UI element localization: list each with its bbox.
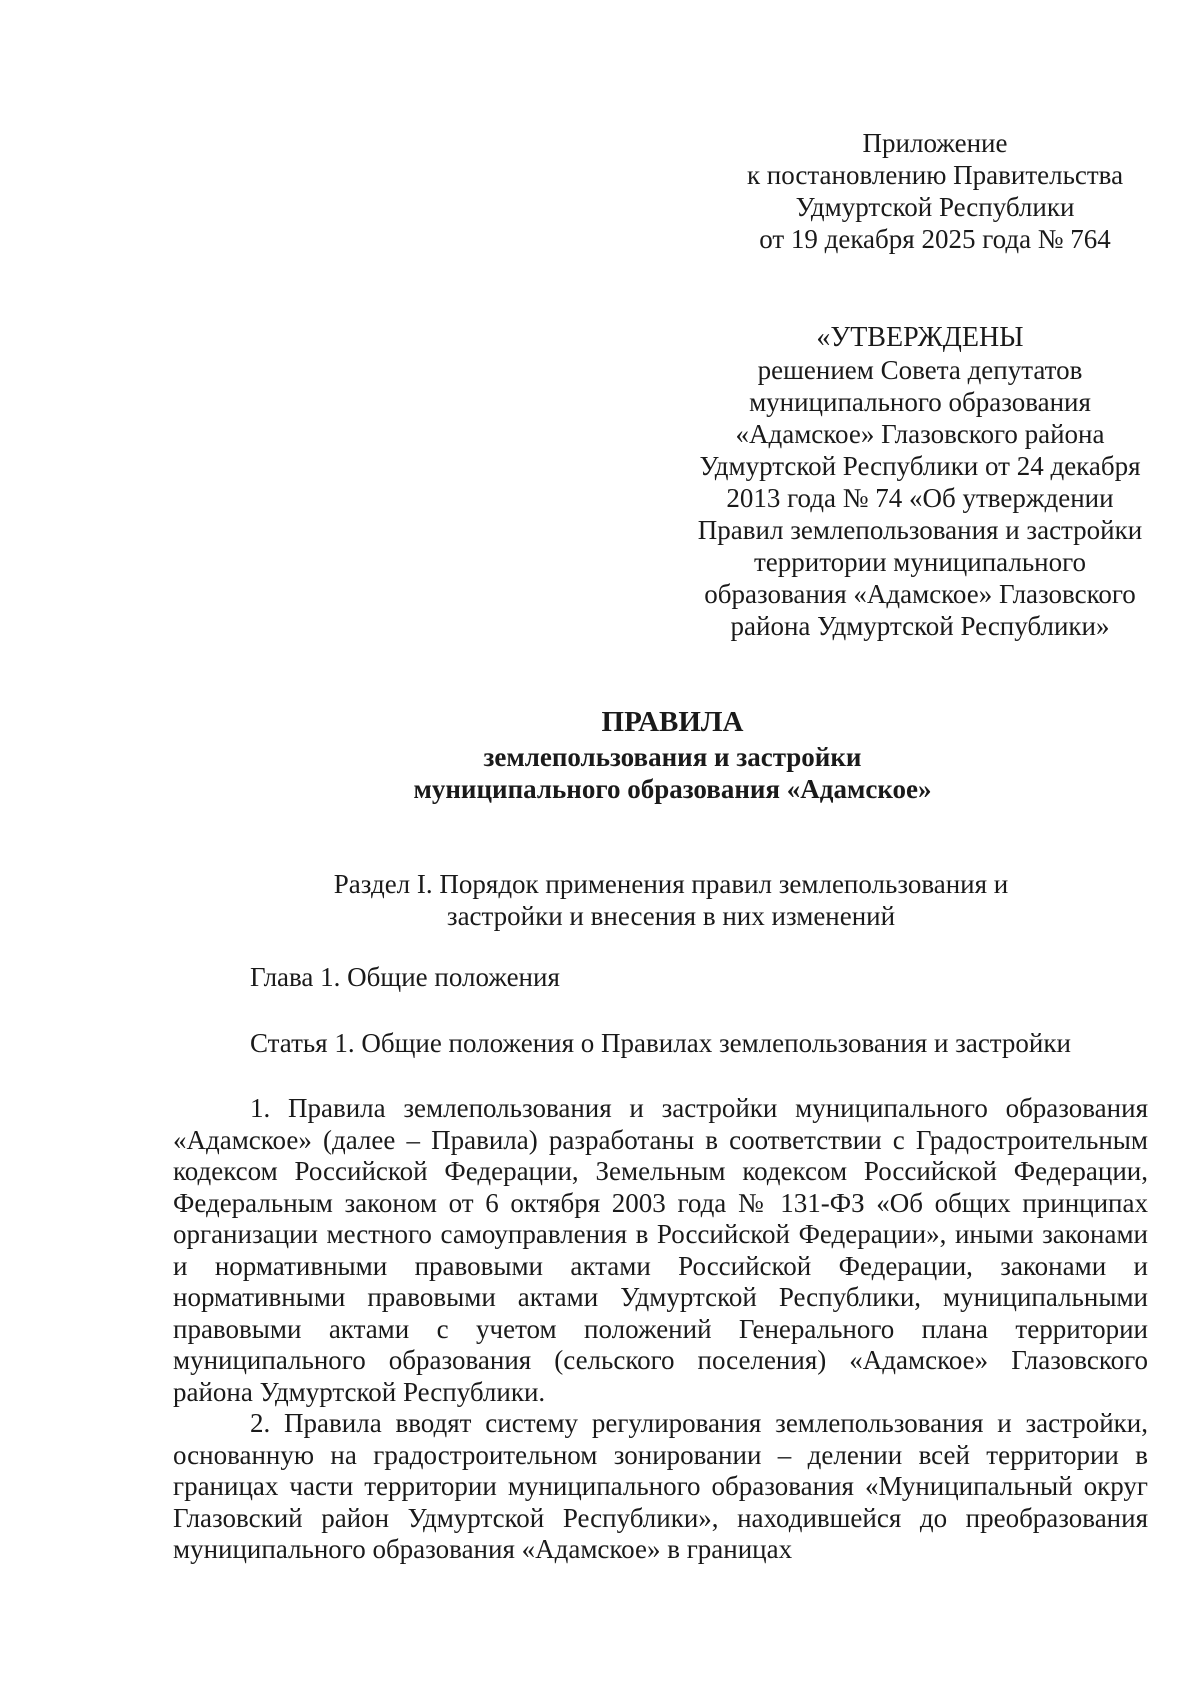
chapter-heading: Глава 1. Общие положения <box>250 962 560 992</box>
approval-heading: «УТВЕРЖДЕНЫ <box>816 322 1024 353</box>
title-subline: землепользования и застройки <box>483 742 862 772</box>
appendix-line: Удмуртской Республики <box>795 192 1075 222</box>
title-main: ПРАВИЛА <box>601 706 744 738</box>
appendix-header <box>700 127 1170 255</box>
approval-stamp-block <box>660 322 1180 642</box>
appendix-line: к постановлению Правительства <box>746 160 1124 190</box>
paragraph: 1. Правила землепользования и застройки муниципального образования «Адамское» (далее – Правила) разработаны в соответствии с Градостроительным кодексом Российской Федерации, Земельным кодексом Российской Федерации, Федеральным законом от 6 октября 2003 года № 131-ФЗ «Об общих принципах организации местного самоуправления в Российской Федерации», иными законами и нормативными правовыми актами Российской Федерации, законами и нормативными правовыми актами Удмуртской Республики, муниципальными правовыми актами с учетом положений Генерального плана территории муниципального образования (сельского поселения) «Адамское» Глазовского района Удмуртской Республики. <box>173 1093 1148 1407</box>
approval-line: района Удмуртской Республики» <box>730 611 1110 641</box>
approval-line: Удмуртской Республики от 24 декабря <box>699 451 1141 481</box>
approval-line: муниципального образования <box>749 387 1091 417</box>
approval-line: решением Совета депутатов <box>757 355 1083 385</box>
approval-line: Правил землепользования и застройки <box>697 515 1143 545</box>
approval-line: территории муниципального <box>753 547 1086 577</box>
approval-line: «Адамское» Глазовского района <box>735 419 1105 449</box>
section-heading <box>300 868 1042 932</box>
paragraph: 2. Правила вводят систему регулирования землепользования и застройки, основанную на градостроительном зонировании – делении всей территории в границах части территории муниципального образования «Муниципальный округ Глазовский район Удмуртской Республики», находившейся до преобразования муниципального образования «Адамское» в границах <box>173 1408 1148 1564</box>
appendix-line: Приложение <box>862 128 1008 158</box>
body-text <box>173 1093 1148 1566</box>
section-heading-line: Раздел I. Порядок применения правил землепользования и <box>333 869 1009 899</box>
appendix-line: от 19 декабря 2025 года № 764 <box>759 224 1111 254</box>
approval-line: образования «Адамское» Глазовского <box>704 579 1136 609</box>
section-heading-line: застройки и внесения в них изменений <box>446 901 896 931</box>
article-heading: Статья 1. Общие положения о Правилах землепользования и застройки <box>250 1028 1071 1058</box>
document-title <box>0 703 1200 805</box>
approval-line: 2013 года № 74 «Об утверждении <box>726 483 1114 513</box>
title-subline: муниципального образования «Адамское» <box>413 774 932 804</box>
